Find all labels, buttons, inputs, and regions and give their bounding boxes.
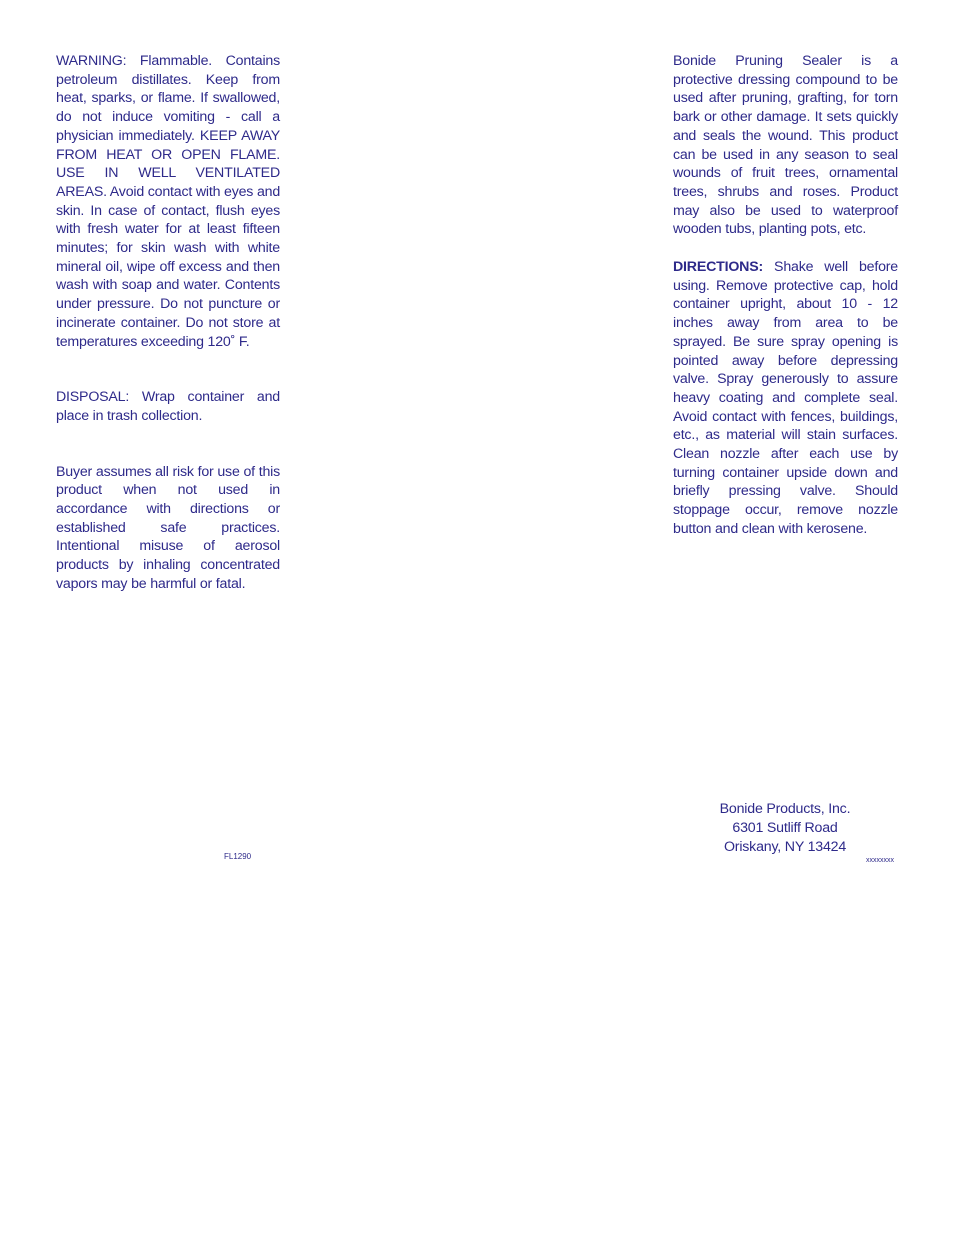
right-column xyxy=(673,52,898,539)
product-description-paragraph: Bonide Pruning Sealer is a protective dressing compound to be used after pruning, grafting, for torn bark or other damage. It sets quickly and seals the wound. This product can be used in any season to seal wounds of fruit trees, ornamental trees, shrubs and roses. Product may also be used to waterproof wooden tubs, planting pots, etc. xyxy=(673,53,898,238)
disposal-paragraph: DISPOSAL: Wrap container and place in trash collection. xyxy=(56,389,280,424)
directions-paragraph xyxy=(673,258,898,539)
warning-paragraph: WARNING: Flammable. Contains petroleum distillates. Keep from heat, sparks, or flame. If swallowed, do not induce vomiting - call a physician immediately. KEEP AWAY FROM HEAT OR OPEN FLAME. USE IN WELL VENTILATED AREAS. Avoid contact with eyes and skin. In case of contact, flush eyes with fresh water for at least fifteen minutes; for skin wash with white mineral oil, wipe off excess and then wash with soap and water. Contents under pressure. Do not puncture or incinerate container. Do not store at temperatures exceeding 120˚ F. xyxy=(56,53,281,350)
spacer xyxy=(673,239,898,258)
label-code-left: FL1290 xyxy=(224,852,252,861)
city-state-zip: Oriskany, NY 13424 xyxy=(723,839,847,855)
company-name: Bonide Products, Inc. xyxy=(719,801,851,817)
directions-text: Shake well before using. Remove protective cap, hold container upright, about 10 - 12 inches away from area to be sprayed. Be sure spray opening is pointed away before depressing valve. Spray generously to assure heavy coating and complete seal. Avoid contact with fences, buildings, etc., as material will stain surfaces. Clean nozzle after each use by turning container upside down and briefly pressing valve. Should stoppage occur, remove nozzle button and clean with kerosene. xyxy=(673,259,898,537)
buyer-risk-paragraph: Buyer assumes all risk for use of this product when not used in accordance with directions or established safe practices. Intentional misuse of aerosol products by inhaling concentrated vapors may be harmful or fatal. xyxy=(56,463,280,592)
left-column xyxy=(56,52,280,594)
label-code-right: xxxxxxxx xyxy=(866,857,894,864)
street-address: 6301 Sutliff Road xyxy=(732,820,838,836)
spacer xyxy=(56,351,280,388)
directions-label: DIRECTIONS: xyxy=(673,259,764,276)
company-address xyxy=(705,800,865,857)
spacer xyxy=(56,426,280,463)
